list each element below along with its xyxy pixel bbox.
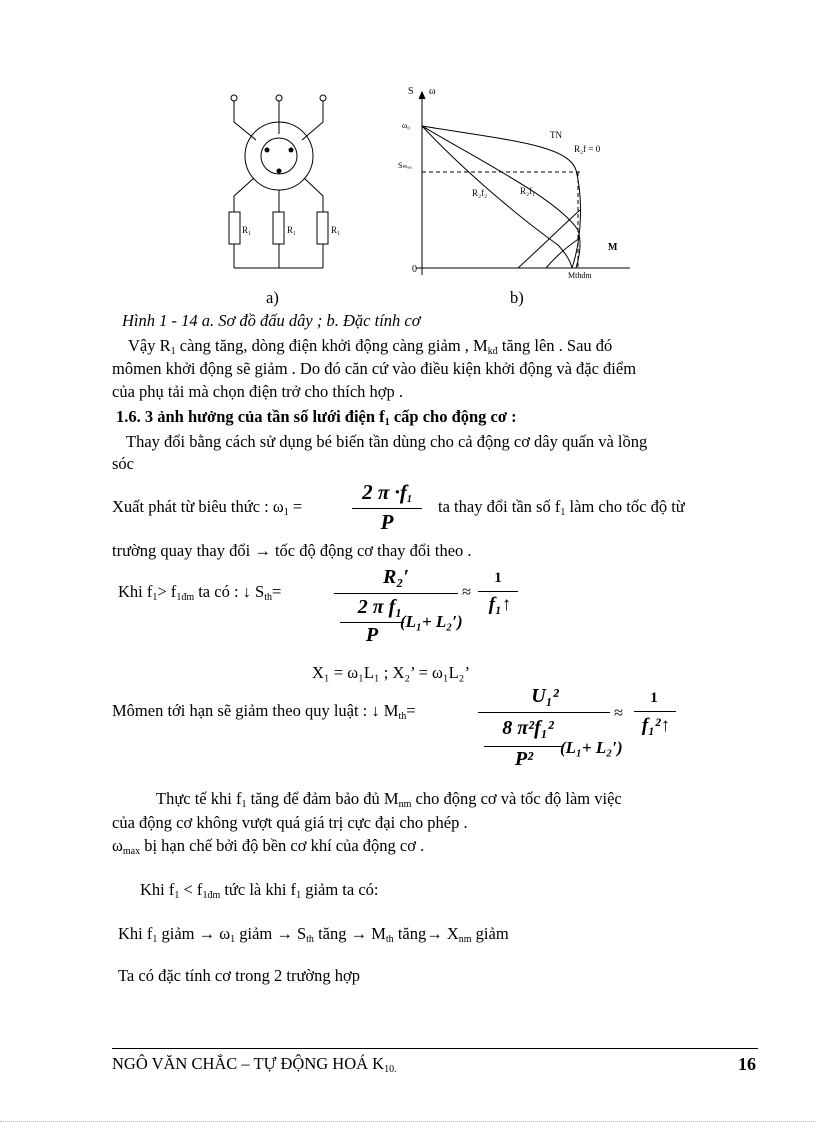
page-number: 16 [738, 1054, 756, 1074]
eq4-numerator: U₁² [531, 685, 559, 707]
eq1-denominator: P [380, 510, 394, 534]
figure-label-a: a) [266, 288, 279, 307]
eq2-den-bottom: P [365, 624, 379, 646]
eq2-rhs-den: f₁↑ [488, 594, 512, 615]
eq1-suffix: ta thay đổi tần số $f_1$ làm cho tốc độ từ [438, 497, 685, 518]
para5-line: Khi $f_1$ giảm → $\omega_1$ giảm → $S_{th}$ tăng → $M_{th}$ tăng→ $X_{nm}$ giảm [118, 924, 509, 945]
characteristic-chart [398, 80, 638, 290]
eq2-den-bar [340, 622, 404, 623]
section-heading: 1.6. 3 ảnh hưởng của tần số lưới điện $f_1$ cấp cho động cơ : [116, 407, 517, 428]
eq1-prefix: Xuất phát từ biêu thức : $\omega_1$ = [112, 497, 303, 518]
footer-author: NGÔ VĂN CHẮC – TỰ ĐỘNG HOÁ $K_{10.}$ [112, 1054, 397, 1075]
curve-r2f2-label: R₂f₂ [472, 188, 488, 198]
eq2-numerator: R₂′ [383, 566, 409, 588]
para3-line3: $\omega_{max}$ bị hạn chế bởi độ bền cơ khí của động cơ . [112, 836, 425, 857]
eq2-rhs-bar [478, 591, 518, 592]
para1-line1: Vậy $R_1$ càng tăng, dòng điện khởi động càng giảm , $M_{kđ}$ tăng lên . Sau đó [128, 336, 613, 357]
eq4-fraction-bar [478, 712, 610, 713]
eq4-den-paren: (L₁+ L₂′) [560, 738, 623, 757]
figure-label-b: b) [510, 288, 524, 307]
figure-caption: Hình 1 - 14 a. Sơ đồ đấu dây ; b. Đặc tính cơ [122, 311, 421, 330]
wiring-diagram [212, 88, 362, 288]
para3-line1: Thực tế khi $f_1$ tăng để đảm bảo đủ $M_{nm}$ cho động cơ và tốc độ làm việc [156, 789, 622, 810]
eq2-approx: ≈ [462, 582, 472, 601]
eq4-approx: ≈ [614, 703, 624, 722]
axis-s-label: S [408, 86, 414, 97]
eq4-den-bar [484, 746, 564, 747]
page-edge [0, 1121, 816, 1122]
eq4-rhs-num: 1 [650, 690, 658, 706]
eq1-fraction-bar [352, 508, 422, 509]
eq1-numerator: 2 $\pi \cdot f_1$ [362, 480, 412, 505]
para4-line: Khi $f_1 < f_{1đm}$ tức là khi $f_1$ giảm ta có: [140, 880, 379, 901]
speed-line: trường quay thay đổi → tốc độ động cơ thay đổi theo . [112, 541, 472, 560]
para2-line1: Thay đổi bằng cách sử dụng bé biến tần dùng cho cả động cơ dây quấn và lồng [126, 432, 648, 451]
footer-rule [112, 1048, 758, 1049]
resistor-label-3: R₁ [331, 225, 341, 235]
axis-m-label: M [608, 242, 618, 253]
curve-r2f1-label: R₂f₁ [520, 186, 536, 196]
para1-line3: của phụ tải mà chọn điện trở cho thích hợp . [112, 382, 403, 401]
eq2-prefix: Khi $f_1> f_{1đm}$ ta có : ↓ $S_{th}=$ [118, 582, 282, 603]
eq2-den-top: 2 π f₁ [357, 596, 403, 618]
smax-label: Sₘₐₓ [398, 161, 412, 170]
eq4-rhs-den: f₁²↑ [641, 715, 671, 736]
eq2-den-paren: (L₁+ L₂′) [400, 612, 463, 631]
curve-r2f0-label: R₂f = 0 [574, 144, 601, 154]
resistor-label-1: R₁ [242, 225, 252, 235]
origin-label: 0 [412, 264, 417, 275]
para3-line2: của động cơ không vượt quá giá trị cực đại cho phép . [112, 813, 468, 832]
resistor-label-2: R₁ [287, 225, 297, 235]
eq4-rhs-bar [634, 711, 676, 712]
para2-line2: sóc [112, 454, 134, 473]
eq4-den-top: 8 π²f₁² [502, 717, 554, 739]
para6-line: Ta có đặc tính cơ trong 2 trường hợp [118, 966, 360, 985]
eq4-den-bottom: P² [514, 748, 534, 770]
mthdm-label: Mthdm [568, 271, 592, 280]
eq4-prefix: Mômen tới hạn sẽ giảm theo quy luật : ↓ $M_{th}=$ [112, 701, 416, 722]
eq2-rhs-num: 1 [494, 570, 502, 586]
eq2-fraction-bar [334, 593, 458, 594]
curve-tn-label: TN [550, 130, 562, 140]
omega0-label: ω₀ [402, 121, 411, 130]
eq3-line: X₁ = ω₁L₁ ; X₂’ = ω₁L₂’ [312, 663, 470, 682]
axis-omega-label: ω [429, 86, 436, 97]
para1-line2: mômen khởi động sẽ giảm . Do đó căn cứ vào điều kiện khởi động và đặc điểm [112, 359, 637, 378]
